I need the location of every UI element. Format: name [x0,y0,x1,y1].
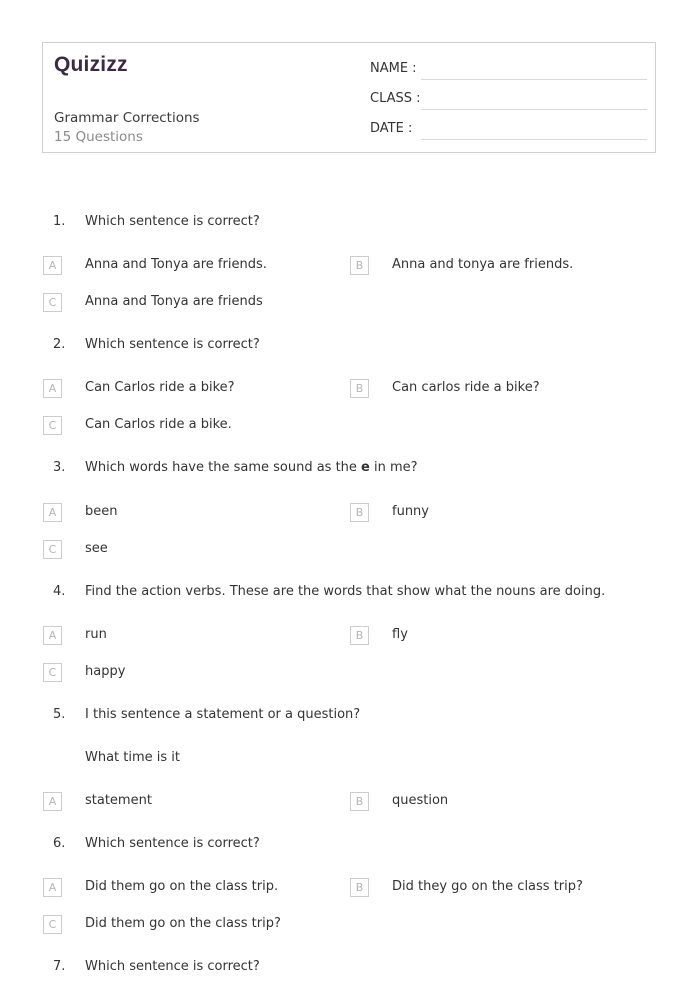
option-text: question [392,793,449,808]
question-text: Which sentence is correct? [85,214,260,229]
option-letter-box: C [43,540,62,559]
name-label: NAME : [370,61,417,76]
option-letter-box: C [43,663,62,682]
question-text-part: in me? [369,460,418,475]
option-text: see [85,541,108,556]
question-text-bold: e [361,460,370,475]
option-letter-box: A [43,379,62,398]
option-text: Can Carlos ride a bike. [85,417,232,432]
option-text: Anna and tonya are friends. [392,257,574,272]
option-letter-box: C [43,293,62,312]
question-number: 1. [53,214,66,229]
date-label: DATE : [370,121,413,136]
question-text: Which sentence is correct? [85,836,260,851]
question-text [85,460,418,475]
question-number: 2. [53,337,66,352]
question-text-part: Which words have the same sound as the [85,460,362,475]
question-number: 5. [53,707,66,722]
option-text: been [85,504,118,519]
date-field[interactable] [370,121,647,141]
option-text: statement [85,793,152,808]
name-line[interactable] [421,79,647,80]
date-line[interactable] [421,139,647,140]
option-letter-box: C [43,915,62,934]
question-number: 7. [53,959,66,974]
name-field[interactable] [370,61,647,81]
option-text: fly [392,627,408,642]
question-count: 15 Questions [54,129,143,145]
option-text: Can carlos ride a bike? [392,380,540,395]
option-letter-box: A [43,878,62,897]
option-letter-box: B [350,256,369,275]
option-text: run [85,627,107,642]
question-number: 4. [53,584,66,599]
option-letter-box: A [43,626,62,645]
option-letter-box: A [43,256,62,275]
option-letter-box: B [350,379,369,398]
option-letter-box: B [350,878,369,897]
option-text: Did they go on the class trip? [392,879,583,894]
worksheet-header [42,42,656,153]
option-letter-box: A [43,792,62,811]
option-text: happy [85,664,126,679]
question-text: I this sentence a statement or a question? [85,707,361,722]
question-text: Which sentence is correct? [85,959,260,974]
option-text: Anna and Tonya are friends [85,294,263,309]
question-subtext: What time is it [85,750,181,765]
option-letter-box: B [350,503,369,522]
class-label: CLASS : [370,91,421,106]
option-text: Did them go on the class trip. [85,879,279,894]
option-text: Did them go on the class trip? [85,916,281,931]
class-field[interactable] [370,91,647,111]
class-line[interactable] [421,109,647,110]
option-letter-box: C [43,416,62,435]
question-text: Find the action verbs. These are the words that show what the nouns are doing. [85,584,606,599]
option-letter-box: A [43,503,62,522]
question-text: Which sentence is correct? [85,337,260,352]
question-number: 6. [53,836,66,851]
quizizz-logo: Quizizz [54,53,128,76]
option-letter-box: B [350,792,369,811]
question-number: 3. [53,460,66,475]
worksheet-title: Grammar Corrections [54,110,200,126]
option-text: Anna and Tonya are friends. [85,257,267,272]
option-text: Can Carlos ride a bike? [85,380,235,395]
option-text: funny [392,504,429,519]
option-letter-box: B [350,626,369,645]
